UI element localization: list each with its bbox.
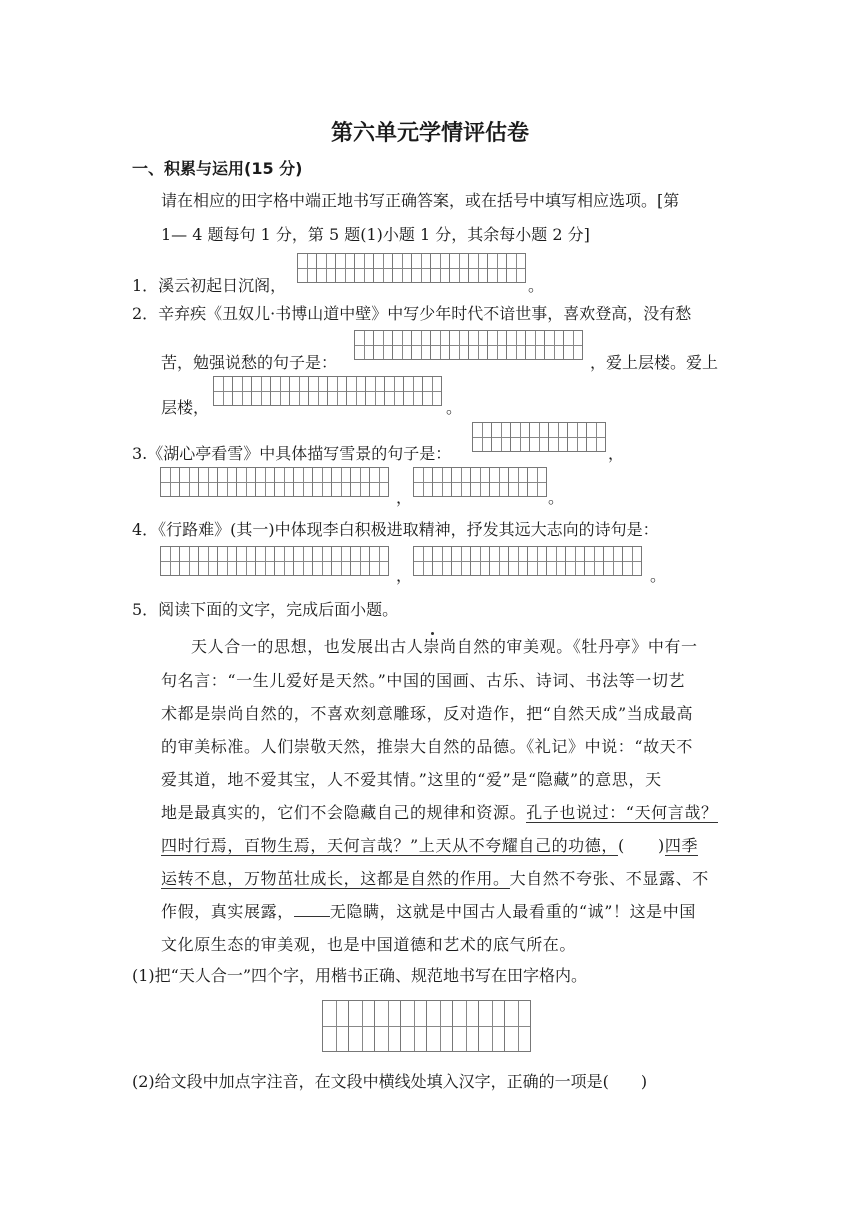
question-2-line2-post: ，爱上层楼。爱上 [590,353,719,372]
sub-question-2: (2)给文段中加点字注音，在文段中横线处填入汉字，正确的一项是( ) [132,1072,648,1091]
answer-paren[interactable]: ( ) [617,836,665,855]
question-1-text: 1．溪云初起日沉阁， [132,276,287,295]
underlined-text-1: 孔子也说过：“天何言哉？ [526,803,718,822]
passage-line-4: 的审美标准。人们崇敬天然，推崇大自然的品德。《礼记》中说：“故天不 [161,737,693,756]
sub-question-1: (1)把“天人合一”四个字，用楷书正确、规范地书写在田字格内。 [132,966,588,985]
passage-line-8b: 大自然不夸张、不显露、不 [509,869,709,888]
page-title: 第六单元学情评估卷 [330,121,529,146]
answer-grid-q4b[interactable] [413,546,642,576]
passage-line-1 [191,634,698,657]
passage-line-1b: 尚自然的审美观。《牡丹亭》中有一 [440,637,698,656]
question-2-line3-pre: 层楼， [161,398,210,417]
passage-line-1a: 天人合一的思想，也发展出古人 [191,637,424,656]
answer-grid-tianren[interactable] [322,1000,531,1052]
passage-line-9 [161,899,696,922]
answer-grid-q3b[interactable] [160,467,389,497]
passage-line-2: 句名言：“一生儿爱好是天然。”中国的国画、古乐、诗词、书法等一切艺 [161,671,686,690]
answer-grid-q1[interactable] [297,253,526,283]
answer-grid-q2b[interactable] [213,376,442,406]
question-1-end: 。 [528,276,545,295]
passage-line-7c: 四季 [664,836,699,855]
question-3-comma2: ， [396,488,413,507]
passage-line-10: 文化原生态的审美观，也是中国道德和艺术的底气所在。 [161,935,577,954]
question-5-intro: 5．阅读下面的文字，完成后面小题。 [132,600,399,619]
passage-line-6 [161,800,718,823]
passage-line-9b: 无隐瞒，这就是中国古人最看重的“诚”！这是中国 [329,902,696,921]
question-4-comma: ， [396,566,413,585]
instructions-line1: 请在相应的田字格中端正地书写正确答案，或在括号中填写相应选项。[第 [161,191,680,210]
passage-line-6a: 地是最真实的，它们不会隐藏自己的规律和资源。 [161,803,527,822]
answer-grid-q4a[interactable] [160,546,389,576]
passage-line-5: 爱其道，地不爱其宝，人不爱其情。”这里的“爱”是“隐藏”的意思，天 [161,770,662,789]
question-2-line2-pre: 苦，勉强说愁的句子是： [161,353,338,372]
passage-line-7 [161,833,698,856]
passage-line-9a: 作假，真实展露， [161,902,294,921]
answer-grid-q2a[interactable] [354,330,583,360]
question-4-end: 。 [650,566,667,585]
question-3-comma1: ， [608,444,625,463]
answer-grid-q3a[interactable] [472,422,606,452]
passage-line-7a: 四时行焉，百物生焉，天何言哉？”上天从不夸耀自己的功德， [161,836,618,855]
instructions-line2: 1— 4 题每句 1 分，第 5 题(1)小题 1 分，其余每小题 2 分] [161,225,590,244]
question-3-text: 3.《湖心亭看雪》中具体描写雪景的句子是： [132,444,452,463]
question-2-line3-post: 。 [446,398,463,417]
question-2-line1: 2．辛弃疾《丑奴儿·书博山道中壁》中写少年时代不谙世事，喜欢登高，没有愁 [132,304,692,323]
underlined-text-3: 运转不息，万物茁壮成长，这都是自然的作用。 [161,869,510,888]
dotted-char: 崇 [423,637,441,656]
fill-blank[interactable] [294,916,330,917]
section-heading: 一、积累与运用(15 分) [132,159,303,178]
answer-grid-q3c[interactable] [413,467,547,497]
passage-line-8 [161,866,709,889]
question-4-text: 4．《行路难》(其一)中体现李白积极进取精神，抒发其远大志向的诗句是： [132,520,659,539]
passage-line-3: 术都是崇尚自然的，不喜欢刻意雕琢，反对造作，把“自然天成”当成最高 [161,704,694,723]
question-3-end: 。 [548,488,565,507]
